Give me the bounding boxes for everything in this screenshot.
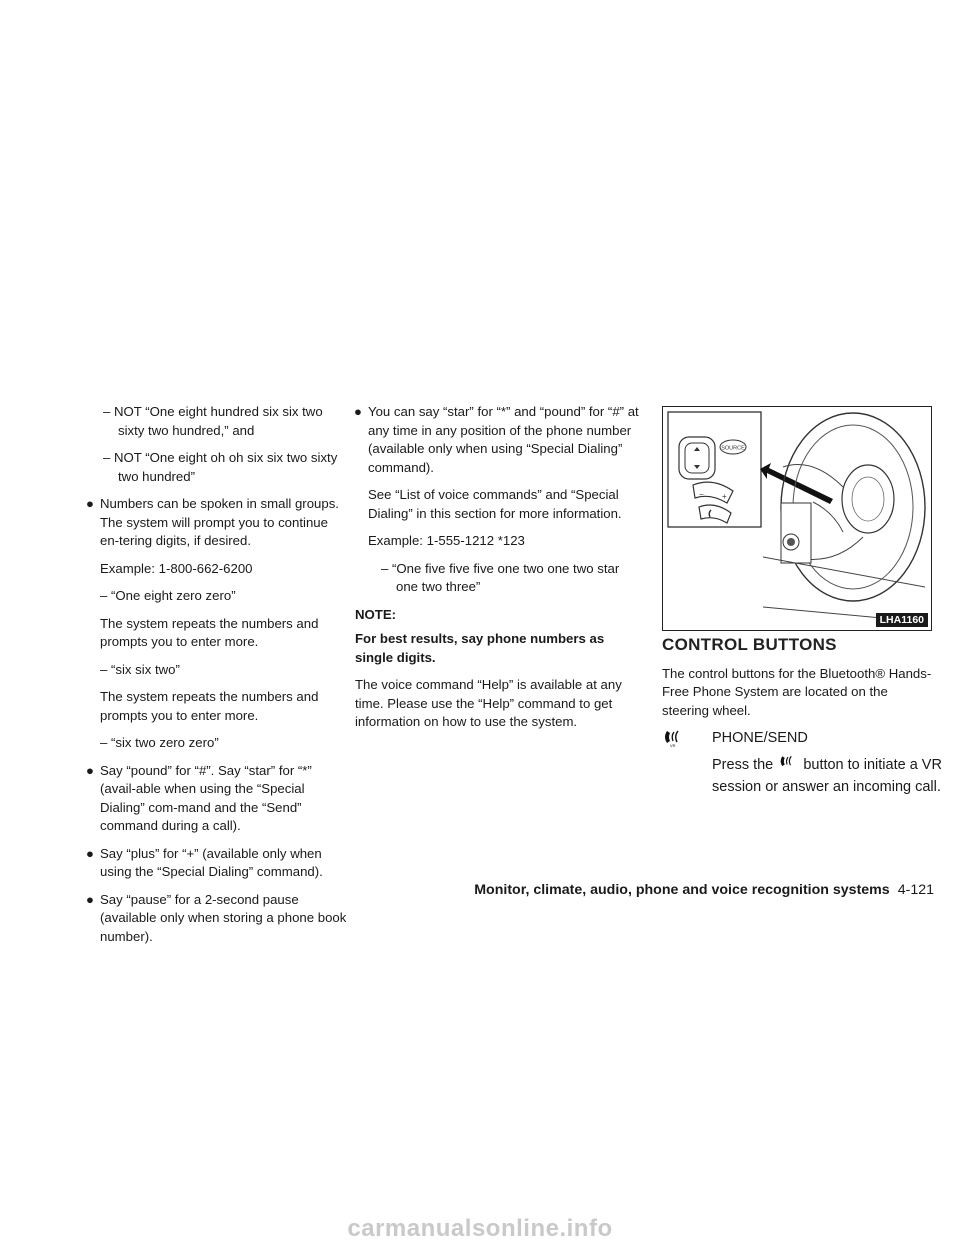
note-title: NOTE:: [355, 606, 397, 622]
bullet-item: [87, 495, 349, 551]
bullet-text: Numbers can be spoken in small groups. The system will prompt you to continue en-tering digits, if desired.: [100, 496, 339, 548]
dash-item: – NOT “One eight hundred six six two sixty two hundred,” and: [103, 404, 323, 438]
dash-item: – “six six two”: [100, 661, 180, 677]
phone-send-row: [662, 729, 934, 753]
bullet-text: Say “pause” for a 2-second pause (available only when storing a phone book number).: [100, 891, 347, 944]
bullet-item: [87, 845, 349, 882]
button-title: PHONE/SEND: [712, 730, 808, 746]
bullet-dot-icon: ●: [86, 496, 94, 511]
column-right: [662, 635, 942, 798]
page-footer: [474, 882, 934, 898]
bullet-dot-icon: ●: [354, 404, 362, 419]
column-left: [87, 403, 349, 955]
bullet-dot-icon: ●: [86, 845, 94, 861]
dash-item: – “One eight zero zero”: [100, 588, 236, 603]
desc-before: Press the: [712, 757, 774, 773]
body-text: The system repeats the numbers and prompts you to enter more.: [100, 689, 319, 723]
example-text: Example: 1-555-1212 *123: [368, 533, 525, 548]
bullet-text: Say “plus” for “+” (available only when using the “Special Dialing” command).: [100, 845, 323, 879]
body-text: See “List of voice commands” and “Special Dialing” in this section for more information.: [368, 487, 622, 521]
steering-wheel-illustration: [663, 407, 931, 630]
bullet-dot-icon: ●: [86, 891, 94, 907]
bullet-item: [355, 403, 641, 477]
body-text: The system repeats the numbers and prompts you to enter more.: [100, 615, 319, 649]
help-text: The voice command “Help” is available at any time. Please use the “Help” command to get information on how to use the system.: [355, 677, 622, 729]
bullet-text: Say “pound” for “#”. Say “star” for “*” (avail-able when using the “Special Dialing” com-mand and the “Send” command during a call).: [100, 762, 312, 833]
note-text: For best results, say phone numbers as single digits.: [355, 631, 605, 665]
svg-text:VR: VR: [670, 743, 676, 748]
svg-text:−: −: [699, 490, 704, 499]
phone-send-inline-icon: [777, 753, 799, 771]
source-switch-label: SOURCE: [721, 445, 745, 452]
footer-title: Monitor, climate, audio, phone and voice recognition systems: [474, 882, 890, 898]
bullet-text: You can say “star” for “*” and “pound” for “#” at any time in any position of the phone number (available only when using “Special Dialing” command).: [368, 404, 639, 475]
dash-item: – “One five five five one two one two star one two three”: [381, 560, 620, 594]
steering-wheel-figure: [662, 406, 932, 631]
svg-text:+: +: [722, 492, 727, 501]
dash-item: – “six two zero zero”: [100, 735, 219, 750]
example-text: Example: 1-800-662-6200: [100, 560, 253, 576]
column-middle: [355, 403, 641, 741]
phone-send-icon: [662, 727, 686, 749]
bullet-dot-icon: ●: [86, 762, 94, 778]
desc-after: button to initiate a VR session or answer an incoming call.: [712, 757, 942, 795]
button-description: [712, 753, 942, 798]
figure-label: LHA1160: [876, 613, 928, 627]
page-number: 4-121: [897, 882, 934, 898]
bullet-item: [87, 762, 349, 836]
bullet-item: [87, 891, 349, 947]
section-heading: CONTROL BUTTONS: [662, 635, 837, 654]
watermark: carmanualsonline.info: [347, 1215, 613, 1242]
dash-item: – NOT “One eight oh oh six six two sixty two hundred”: [103, 450, 338, 484]
intro-text: The control buttons for the Bluetooth® Hands-Free Phone System are located on the steering wheel.: [662, 665, 932, 718]
